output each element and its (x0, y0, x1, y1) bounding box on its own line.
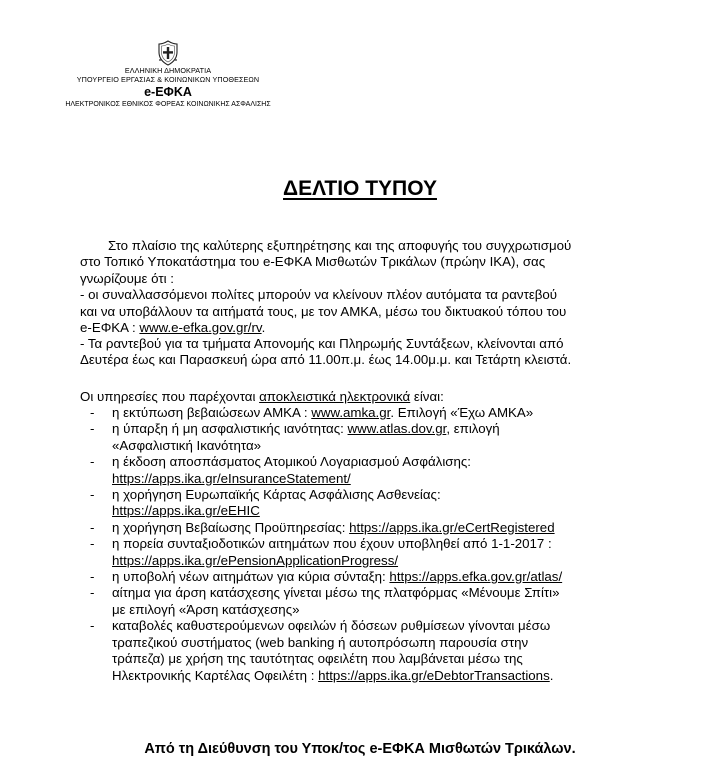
service-text: η ύπαρξη ή μη ασφαλιστικής ιανότητας: (112, 421, 348, 437)
list-item (80, 520, 680, 536)
intro-line-6 (80, 320, 680, 336)
service-line: - η πορεία συνταξιοδοτικών αιτημάτων που έχουν υποβληθεί από 1-1-2017 : (112, 536, 552, 552)
list-item (80, 421, 680, 454)
service-line: τράπεζα) με χρήση της ταυτότητας οφειλέτη που λαμβάνεται μέσω της (112, 651, 523, 667)
service-text: , επιλογή (446, 421, 500, 437)
list-item (80, 569, 680, 585)
document-title (0, 176, 720, 202)
list-item (80, 487, 680, 520)
list-item (80, 454, 680, 487)
pension-line-1: - Τα ραντεβού για τα τμήματα Απονομής και Πληρωμής Συντάξεων, κλείνονται από (80, 336, 564, 351)
pension-appointments-paragraph (80, 336, 680, 369)
ehic-link[interactable]: https://apps.ika.gr/eEHIC (112, 503, 260, 519)
services-list (80, 405, 680, 684)
signature-line: Από τη Διεύθυνση του Υποκ/τος e-ΕΦΚΑ Μισθωτών Τρικάλων. (144, 741, 576, 757)
service-line (112, 405, 680, 421)
intro-line-3: γνωρίζουμε ότι : (80, 270, 174, 286)
amka-link[interactable]: www.amka.gr (311, 405, 391, 420)
service-line: «Ασφαλιστική Ικανότητα» (112, 437, 262, 453)
efka-rv-link[interactable]: www.e-efka.gov.gr/rv (139, 320, 262, 336)
service-line: - η έκδοση αποσπάσματος Ατομικού Λογαριασμού Ασφάλισης: (112, 454, 471, 470)
services-intro-prefix: Οι υπηρεσίες που παρέχονται (80, 389, 260, 404)
service-text: . (549, 667, 554, 683)
document-title-text: ΔΕΛΤΙΟ ΤΥΠΟΥ (283, 177, 437, 200)
insurance-statement-link[interactable]: https://apps.ika.gr/eInsuranceStatement/ (112, 470, 351, 486)
intro-line-1: Στο πλαίσιο της καλύτερης εξυπηρέτησης και της αποφυγής του συγχρωτισμού (108, 238, 572, 253)
service-line: - καταβολές καθυστερούμενων οφειλών ή δόσεων ρυθμίσεων γίνονται μέσω (112, 618, 551, 634)
letterhead-brand: e-ΕΦΚΑ (144, 85, 192, 99)
service-text: Ηλεκτρονικής Καρτέλας Οφειλέτη : (112, 667, 319, 683)
list-item (80, 536, 680, 569)
cert-registered-link[interactable]: https://apps.ika.gr/eCertRegistered (349, 519, 555, 535)
service-text: . Επιλογή «Έχω ΑΜΚΑ» (390, 405, 534, 420)
pension-progress-link[interactable]: https://apps.ika.gr/ePensionApplicationProgress/ (112, 552, 399, 568)
efka-atlas-link[interactable]: https://apps.efka.gov.gr/atlas/ (389, 569, 563, 585)
letterhead-subtitle: ΗΛΕΚΤΡΟΝΙΚΟΣ ΕΘΝΙΚΟΣ ΦΟΡΕΑΣ ΚΟΙΝΩΝΙΚΗΣ ΑΣΦΑΛΙΣΗΣ (65, 101, 271, 108)
intro-line-4: - οι συναλλασσόμενοι πολίτες μπορούν να κλείνουν πλέον αυτόματα τα ραντεβού (80, 287, 558, 303)
list-item (80, 618, 680, 684)
list-item (80, 405, 680, 421)
services-intro (80, 389, 444, 405)
pension-line-2: Δευτέρα έως και Παρασκευή ώρα από 11.00π.μ. έως 14.00μ.μ. και Τετάρτη κλειστά. (80, 352, 572, 368)
letterhead-ministry: ΥΠΟΥΡΓΕΙΟ ΕΡΓΑΣΙΑΣ & ΚΟΙΝΩΝΙΚΩΝ ΥΠΟΘΕΣΕΩΝ (76, 75, 260, 84)
service-line: με επιλογή «Άρση κατάσχεσης» (112, 601, 300, 617)
service-line: - αίτημα για άρση κατάσχεσης γίνεται μέσω της πλατφόρμας «Μένουμε Σπίτι» (112, 585, 560, 601)
service-line: τραπεζικού συστήματος (web banking ή αυτοπρόσωπη παρουσία στην (112, 634, 529, 650)
service-text: η εκτύπωση βεβαιώσεων ΑΜΚΑ : (112, 405, 312, 420)
service-line: - η χορήγηση Ευρωπαϊκής Κάρτας Ασφάλισης Ασθενείας: (112, 487, 441, 503)
services-intro-emphasis: αποκλειστικά ηλεκτρονικά (259, 389, 411, 404)
service-text: η υποβολή νέων αιτημάτων για κύρια σύνταξη: (112, 569, 390, 585)
service-line (112, 668, 680, 684)
intro-paragraph (80, 238, 680, 336)
letterhead (28, 40, 308, 110)
service-text: η χορήγηση Βεβαίωσης Προϋπηρεσίας: (112, 519, 350, 535)
service-line (112, 520, 680, 536)
services-intro-suffix: είναι: (410, 389, 444, 404)
letterhead-country: ΕΛΛΗΝΙΚΗ ΔΗΜΟΚΡΑΤΙΑ (124, 66, 212, 75)
atlas-link[interactable]: www.atlas.dov.gr (347, 421, 447, 437)
service-line (112, 421, 680, 437)
intro-line-2: στο Τοπικό Υποκατάστημα του e-ΕΦΚΑ Μισθωτών Τρικάλων (πρώην ΙΚΑ), σας (80, 254, 546, 270)
service-line (112, 569, 680, 585)
intro-line-6-suffix: . (261, 320, 266, 336)
intro-line-6-prefix: e-ΕΦΚΑ : (80, 320, 140, 336)
greek-coat-of-arms-icon (156, 40, 180, 66)
debtor-transactions-link[interactable]: https://apps.ika.gr/eDebtorTransactions (318, 667, 550, 683)
intro-line-5: και να υποβάλλουν τα αιτήματά τους, με τον ΑΜΚΑ, μέσω του δικτυακού τόπου του (80, 303, 567, 319)
list-item (80, 585, 680, 618)
